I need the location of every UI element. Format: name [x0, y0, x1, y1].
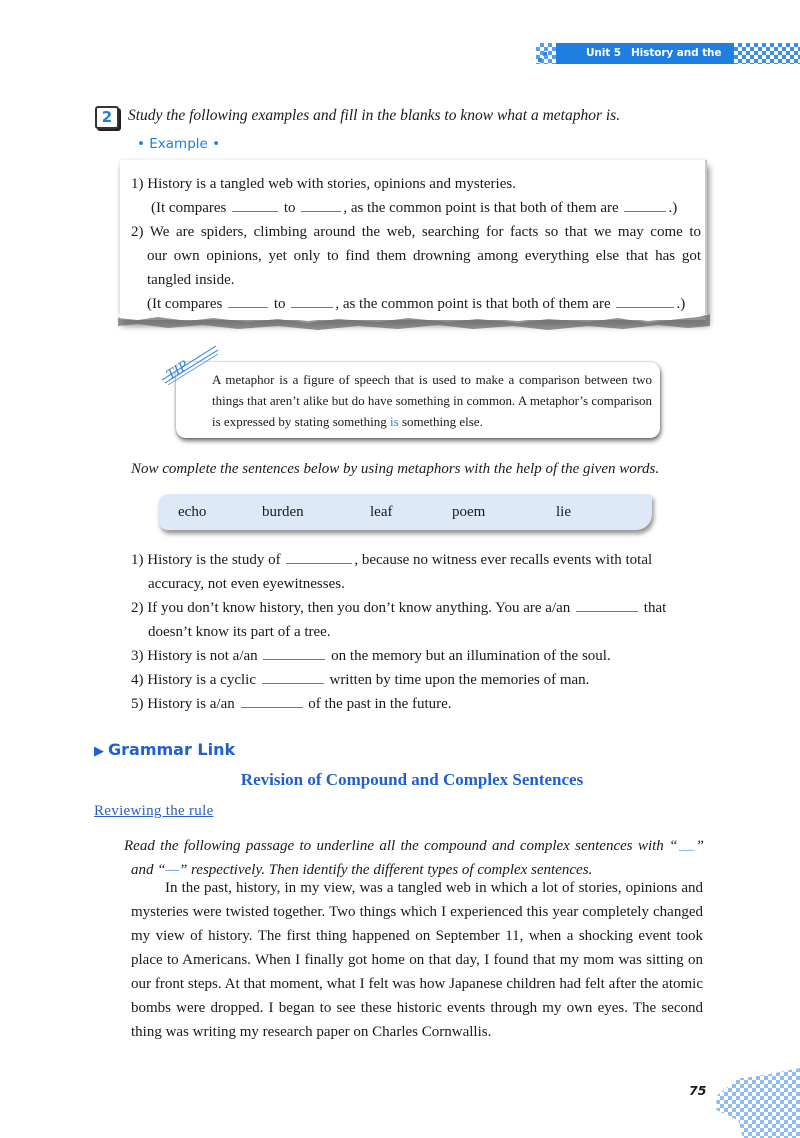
example-list [131, 172, 701, 316]
example-item-2-line-3: tangled inside. [147, 272, 235, 288]
word-bank-item: leaf [370, 504, 393, 520]
unit-number: Unit 5 [586, 47, 621, 59]
unit-header-band [556, 43, 734, 80]
grammar-subtitle: Revision of Compound and Complex Sentences [240, 770, 584, 789]
word-bank-item: lie [556, 504, 571, 520]
word-bank-item: burden [262, 504, 304, 520]
straight-underline-mark: — [165, 862, 179, 878]
unit-title: History and the World [586, 47, 722, 80]
passage-instruction-line-1: Read the following passage to underline all the compound and complex sentences with “﹏” [124, 838, 704, 854]
grammar-link-heading: ▶ Grammar Link [94, 740, 236, 759]
word-bank-item: echo [178, 504, 207, 520]
blank-input[interactable] [286, 562, 352, 564]
blank-input[interactable] [291, 306, 333, 308]
completion-item-2-continuation: doesn’t know its part of a tree. [148, 624, 331, 640]
word-bank-box [158, 494, 652, 530]
passage-instruction-line-2: and “—” respectively. Then identify the different types of complex sentences. [131, 862, 593, 878]
example-item-2-line-2: our own opinions, yet only to find them drowning among everything else that has got [147, 248, 701, 264]
blank-input[interactable] [576, 610, 638, 612]
tip-highlight-word: is [390, 414, 399, 429]
completion-item-1-continuation: accuracy, not even eyewitnesses. [148, 576, 345, 592]
exercise-instruction: Study the following examples and fill in the blanks to know what a metaphor is. [128, 107, 621, 124]
footer-checker-decor [712, 1068, 800, 1138]
passage-paragraph: In the past, history, in my view, was a tangled web in which a lot of stories, opinions and mysteries were twisted together. Two things which I experienced this year completely changed my view of history. The first thing happened on September 11, when a shocking event took place to Americans. When I finally got home on that day, I found that my mom was sitting on our front steps. At that moment, what I felt was how Japanese children had felt after the atomic bombs were dropped. I began to see these historic events through my own eyes. The second thing was writing my research paper on Charles Cornwallis. [131, 880, 703, 1040]
wavy-underline-mark: ﹏ [677, 838, 696, 854]
header-checker-right [734, 43, 800, 64]
example-label: • Example • [137, 136, 221, 152]
svg-text:TIP: TIP [164, 358, 192, 384]
example-sentence: History is a tangled web with stories, opinions and mysteries. [147, 176, 516, 192]
reviewing-rule-link[interactable]: Reviewing the rule [94, 803, 214, 819]
page-number: 75 [689, 1083, 707, 1098]
completion-item-4: 4) History is a cyclic written by time upon the memories of man. [131, 672, 590, 688]
completion-item-5: 5) History is a/an of the past in the future. [131, 696, 452, 712]
blank-input[interactable] [263, 658, 325, 660]
completion-item-3: 3) History is not a/an on the memory but an illumination of the soul. [131, 648, 611, 664]
exercise-number-badge: 2 [95, 106, 119, 129]
blank-input[interactable] [262, 682, 324, 684]
blank-input[interactable] [301, 210, 341, 212]
completion-item-2: 2) If you don’t know history, then you don’t know anything. You are a/an that [131, 600, 667, 616]
example-item-2: 2) We are spiders, climbing around the web, searching for facts so that we may come to [131, 224, 701, 240]
tip-label-icon [160, 340, 220, 385]
blank-input[interactable] [232, 210, 278, 212]
passage-instruction [124, 834, 704, 882]
completion-list [131, 548, 703, 716]
example-prompt-1: (It compares to , as the common point is that both of them are .) [151, 200, 678, 216]
blank-input[interactable] [241, 706, 303, 708]
triangle-right-icon: ▶ [94, 744, 104, 759]
blank-input[interactable] [624, 210, 666, 212]
reading-passage [131, 876, 703, 1044]
example-item-1: 1) History is a tangled web with stories, opinions and mysteries. [131, 176, 516, 192]
tip-text: A metaphor is a figure of speech that is used to make a comparison between two things that aren’t alike but do have something in common. A metaphor’s comparison is expressed by stating something is something else. [212, 372, 652, 429]
completion-instruction: Now complete the sentences below by using metaphors with the help of the given words. [131, 461, 660, 477]
torn-edge-decor [118, 314, 710, 332]
word-bank-item: poem [452, 504, 486, 520]
blank-input[interactable] [228, 306, 268, 308]
blank-input[interactable] [616, 306, 674, 308]
example-prompt-2: (It compares to , as the common point is that both of them are .) [147, 296, 686, 312]
completion-item-1: 1) History is the study of , because no witness ever recalls events with total [131, 552, 653, 568]
